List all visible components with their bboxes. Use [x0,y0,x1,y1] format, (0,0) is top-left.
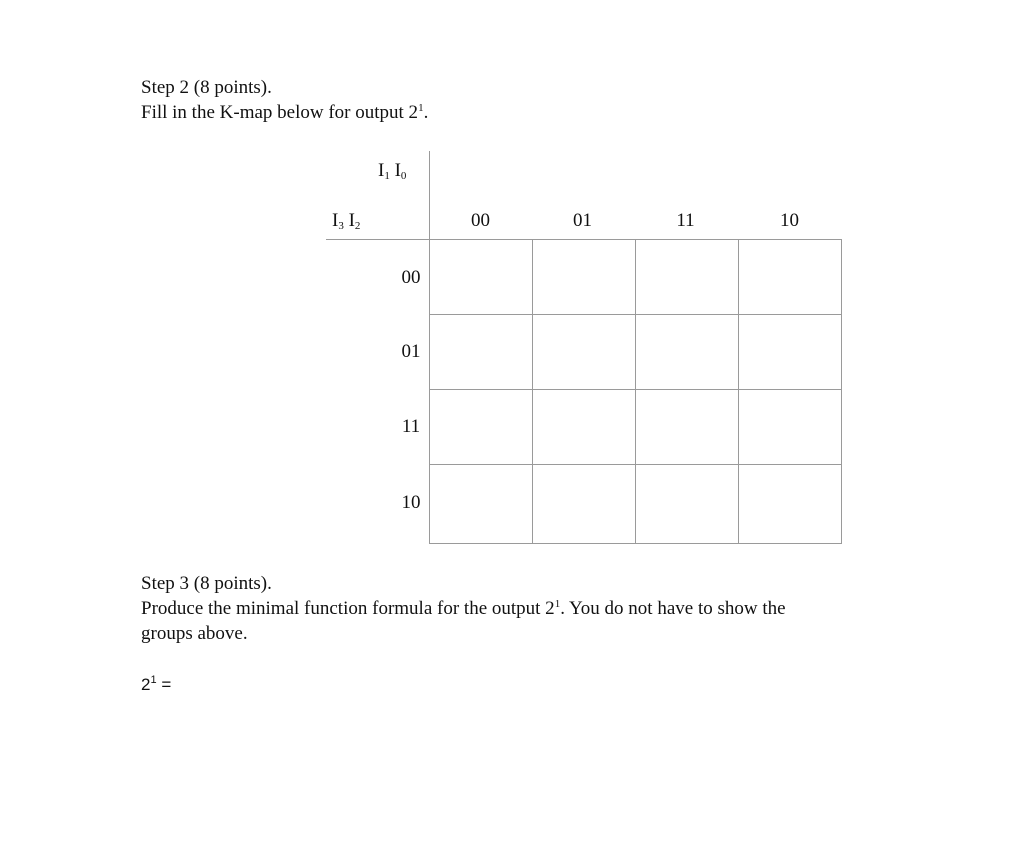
row-var-a-sub: 3 [338,220,344,232]
step2-instruction-text: Fill in the K-map below for output 2 [141,102,419,123]
step3-title: Step 3 (8 points). [141,573,272,594]
kmap-column-header-10: 10 [780,210,799,231]
kmap-cell[interactable] [739,240,842,315]
kmap-row-header-11: 11 [401,416,421,437]
col-var-a: I [378,160,385,181]
kmap-cell[interactable] [739,465,842,544]
kmap-row [430,465,842,544]
kmap-cell[interactable] [739,390,842,465]
kmap-row-variables [332,209,360,233]
kmap-cell[interactable] [636,390,739,465]
step2-title: Step 2 (8 points). [141,77,272,98]
kmap-cell[interactable] [430,240,533,315]
step3-instruction-suffix: . You do not have to show the [560,598,786,619]
kmap-cell[interactable] [739,315,842,390]
kmap-cell[interactable] [636,465,739,544]
kmap-cell[interactable] [636,240,739,315]
step2-instruction [141,101,428,125]
kmap-grid [429,239,842,544]
step3-instruction-line2: groups above. [141,623,248,644]
kmap-row-header-10: 10 [401,492,421,513]
row-var-b-sub: 2 [354,220,361,232]
kmap-column-variables [378,159,406,183]
kmap-row [430,240,842,315]
formula-answer-line[interactable] [141,673,171,697]
kmap-horizontal-axis-line [326,239,429,240]
kmap-cell[interactable] [533,390,636,465]
kmap-cell[interactable] [430,315,533,390]
kmap-row [430,390,842,465]
row-var-a: I [332,210,339,231]
kmap-row-header-00: 00 [401,267,421,288]
kmap-cell[interactable] [636,315,739,390]
step3-instruction-superscript: 1 [554,598,561,610]
step3-instruction-text: Produce the minimal function formula for the output 2 [141,598,555,619]
kmap-column-header-00: 00 [471,210,490,231]
formula-base: 2 [141,675,151,694]
kmap-cell[interactable] [533,465,636,544]
formula-equals: = [156,675,172,694]
kmap-row [430,315,842,390]
step2-instruction-period: . [423,102,429,123]
col-var-a-sub: 1 [384,170,390,182]
kmap-cell[interactable] [430,390,533,465]
kmap-cell[interactable] [430,465,533,544]
formula-superscript: 1 [150,674,157,686]
col-var-b-sub: 0 [400,170,407,182]
step3-instruction-line1 [141,597,786,621]
kmap-column-header-01: 01 [573,210,592,231]
kmap-row-header-01: 01 [401,341,421,362]
kmap-cell[interactable] [533,240,636,315]
kmap-cell[interactable] [533,315,636,390]
step2-instruction-superscript: 1 [418,102,424,114]
kmap-column-header-11: 11 [676,210,695,231]
row-var-b: I [348,210,355,231]
col-var-b: I [394,160,401,181]
